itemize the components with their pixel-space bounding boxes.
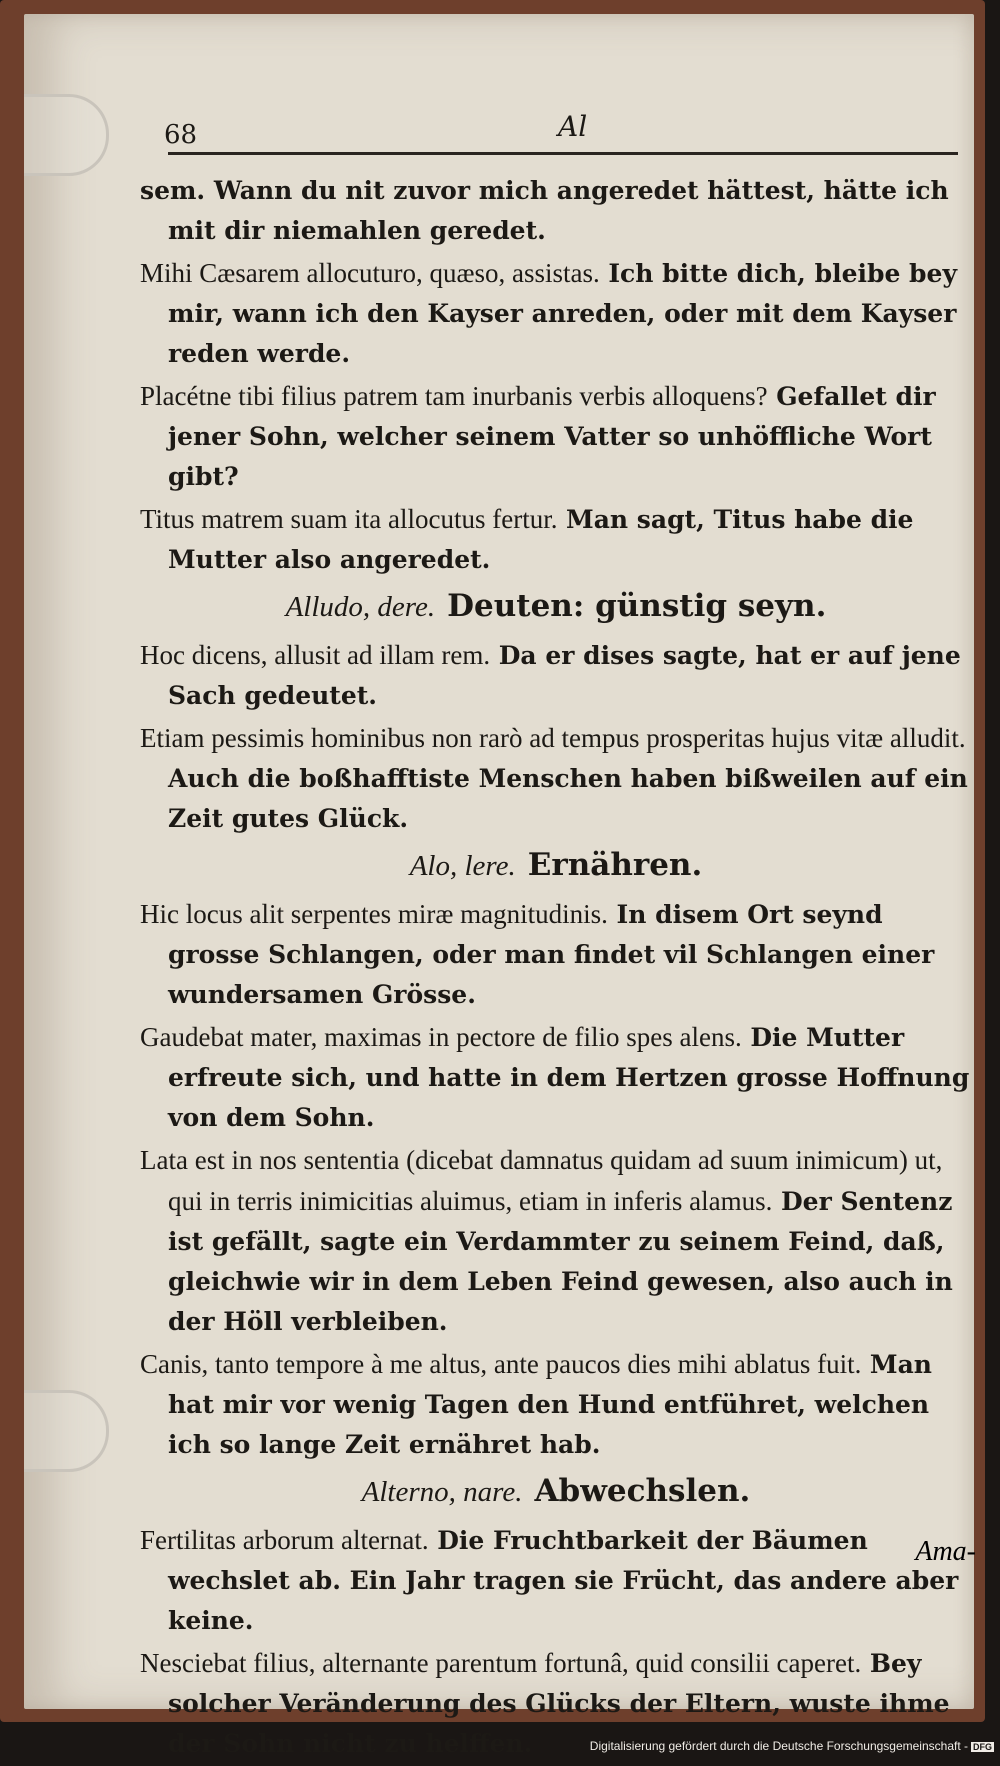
headword-alterno: Alterno, nare. Abwechslen. xyxy=(361,1473,751,1509)
entry: Fertilitas arborum alternat. Die Fruchtbarkeit der Bäumen wechslet ab. Ein Jahr tragen sie Frücht, das andere aber keine. xyxy=(140,1525,959,1635)
entry: Gaudebat mater, maximas in pectore de filio spes alens. Die Mutter erfreute sich, und hatte in dem Hertzen grosse Hoffnung von dem Sohn. xyxy=(140,1022,970,1132)
entry: Etiam pessimis hominibus non rarò ad tempus prosperitas hujus vitæ alludit. Auch die boßhafftiste Menschen haben bißweilen auf ein Zeit gutes Glück. xyxy=(140,723,968,833)
dfg-badge: DFG xyxy=(973,1742,992,1752)
entry: Hoc dicens, allusit ad illam rem. Da er dises sagte, hat er auf jene Sach gedeutet. xyxy=(140,640,961,710)
page-number: 68 xyxy=(164,120,198,150)
headword-alo: Alo, lere. Ernähren. xyxy=(409,847,703,883)
entry: Nesciebat filius, alternante parentum fortunâ, quid consilii caperet. Bey solcher Veränderung des Glücks der Eltern, wuste ihme der Sohn nicht zu helffen. xyxy=(140,1648,950,1758)
top-clip xyxy=(24,94,109,176)
entry: Lata est in nos sententia (dicebat damnatus quidam ad suum inimicum) ut, qui in terris inimicitias aluimus, etiam in inferis alamus. Der Sentenz ist gefällt, sagte ein Verdammter zu seinem Feind, daß, gleichwie wir in dem Leben Feind gewesen, also auch in der Höll verbleiben. xyxy=(140,1145,953,1336)
entry: Titus matrem suam ita allocutus fertur. Man sagt, Titus habe die Mutter also angeredet. xyxy=(140,504,914,574)
headword-alludo: Alludo, dere. Deuten: günstig seyn. xyxy=(285,588,827,624)
entries-alludo xyxy=(140,635,972,839)
entry: sem. Wann du nit zuvor mich angeredet hättest, hätte ich mit dir niemahlen geredet. xyxy=(140,176,949,245)
credit-text: Digitalisierung gefördert durch die Deutsche Forschungsgemeinschaft - xyxy=(589,1739,968,1753)
bottom-clip xyxy=(24,1390,109,1472)
catchword: Ama- xyxy=(915,1536,976,1567)
entry: Mihi Cæsarem allocuturo, quæso, assistas. Ich bitte dich, bleibe bey mir, wann ich den Kayser anreden, oder mit dem Kayser reden werde. xyxy=(140,258,957,368)
entry: Canis, tanto tempore à me altus, ante paucos dies mihi ablatus fuit. Man hat mir vor wenig Tagen den Hund entführet, welchen ich so lange Zeit ernähret hab. xyxy=(140,1349,932,1459)
entries-alo xyxy=(140,894,972,1465)
running-head xyxy=(140,100,972,152)
entry: Hic locus alit serpentes miræ magnitudinis. In disem Ort seynd grosse Schlangen, oder man findet vil Schlangen einer wundersamen Grösse. xyxy=(140,899,935,1009)
entries-alterno xyxy=(140,1520,972,1764)
digitization-credit xyxy=(590,1739,994,1753)
entry: Placétne tibi filius patrem tam inurbanis verbis alloquens? Gefallet dir jener Sohn, welcher seinem Vatter so unhöffliche Wort gibt? xyxy=(140,381,936,491)
head-word: Al xyxy=(558,110,588,143)
entries-top xyxy=(140,170,972,580)
page-content xyxy=(140,100,972,1766)
header-rule xyxy=(168,152,958,155)
